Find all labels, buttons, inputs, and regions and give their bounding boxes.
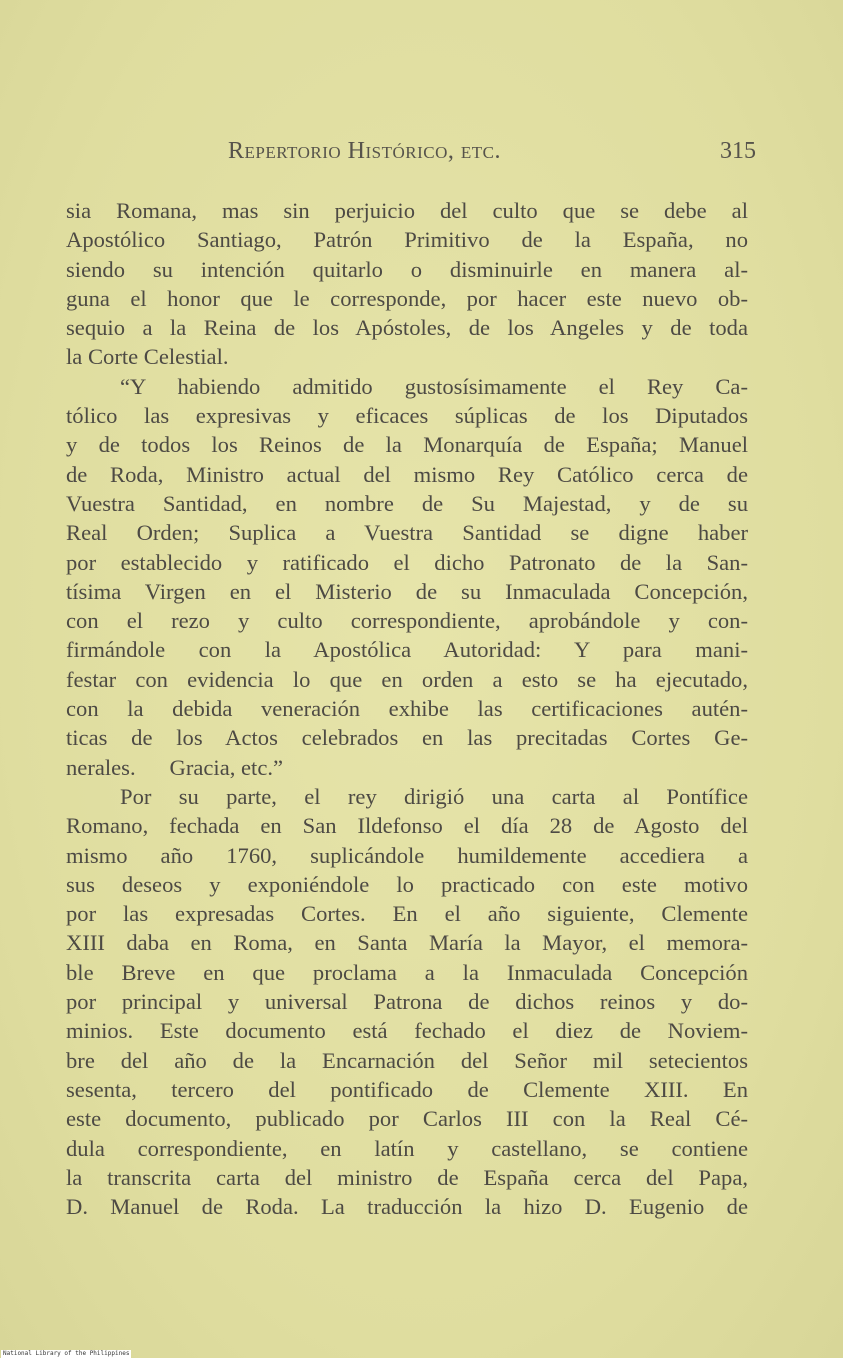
text-line: ble Breve en que proclama a la Inmaculada Concepción [66, 959, 748, 985]
text-line: Apostólico Santiago, Patrón Primitivo de la España, no [66, 227, 748, 253]
body-text [66, 196, 748, 1221]
text-line: minios. Este documento está fechado el diez de Noviem- [66, 1018, 748, 1044]
text-line: ticas de los Actos celebrados en las precitadas Cortes Ge- [66, 725, 748, 751]
text-line: festar con evidencia lo que en orden a esto se ha ejecutado, [66, 666, 748, 692]
text-line: Real Orden; Suplica a Vuestra Santidad se digne haber [66, 520, 748, 546]
text-line: la transcrita carta del ministro de España cerca del Papa, [66, 1164, 748, 1190]
page-number: 315 [720, 138, 756, 164]
text-line: este documento, publicado por Carlos III con la Real Cé- [66, 1106, 748, 1132]
text-line: sus deseos y exponiéndole lo practicado con este motivo [66, 871, 748, 897]
text-line: siendo su intención quitarlo o disminuirle en manera al- [66, 256, 748, 282]
text-line: tísima Virgen en el Misterio de su Inmaculada Concepción, [66, 578, 748, 604]
text-line: mismo año 1760, suplicándole humildemente accediera a [66, 842, 748, 868]
text-line: con la debida veneración exhibe las certificaciones autén- [66, 696, 748, 722]
text-line: “Y habiendo admitido gustosísimamente el Rey Ca- [120, 373, 748, 399]
text-line: guna el honor que le corresponde, por hacer este nuevo ob- [66, 285, 748, 311]
text-line: con el rezo y culto correspondiente, aprobándole y con- [66, 608, 748, 634]
text-line: dula correspondiente, en latín y castellano, se contiene [66, 1135, 748, 1161]
paragraph-1 [66, 196, 748, 372]
paragraph-2 [66, 372, 748, 782]
paragraph-3 [66, 782, 748, 1221]
text-line: bre del año de la Encarnación del Señor mil setecientos [66, 1047, 748, 1073]
text-line: Vuestra Santidad, en nombre de Su Majestad, y de su [66, 490, 748, 516]
running-title: Repertorio Histórico, etc. [228, 138, 502, 164]
text-line: sequio a la Reina de los Apóstoles, de los Angeles y de toda [66, 315, 748, 341]
text-line: XIII daba en Roma, en Santa María la Mayor, el memora- [66, 930, 748, 956]
text-line: Romano, fechada en San Ildefonso el día 28 de Agosto del [66, 813, 748, 839]
text-line: tólico las expresivas y eficaces súplicas de los Diputados [66, 403, 748, 429]
text-line: firmándole con la Apostólica Autoridad: Y para mani- [66, 637, 748, 663]
library-credit: National Library of the Philippines [3, 1350, 130, 1357]
page-header [228, 138, 756, 174]
text-line: y de todos los Reinos de la Monarquía de España; Manuel [66, 432, 748, 458]
text-line: por establecido y ratificado el dicho Patronato de la San- [66, 549, 748, 575]
text-line: por las expresadas Cortes. En el año siguiente, Clemente [66, 901, 748, 927]
text-line: sia Romana, mas sin perjuicio del culto que se debe al [66, 198, 748, 223]
text-line: D. Manuel de Roda. La traducción la hizo D. Eugenio de [66, 1194, 748, 1220]
text-line: de Roda, Ministro actual del mismo Rey Católico cerca de [66, 461, 748, 487]
text-line: sesenta, tercero del pontificado de Clemente XIII. En [66, 1076, 748, 1102]
text-line: por principal y universal Patrona de dichos reinos y do- [66, 989, 748, 1015]
text-line: nerales. Gracia, etc.” [66, 754, 284, 780]
text-line: la Corte Celestial. [66, 344, 229, 370]
text-line: Por su parte, el rey dirigió una carta al Pontífice [120, 783, 748, 809]
